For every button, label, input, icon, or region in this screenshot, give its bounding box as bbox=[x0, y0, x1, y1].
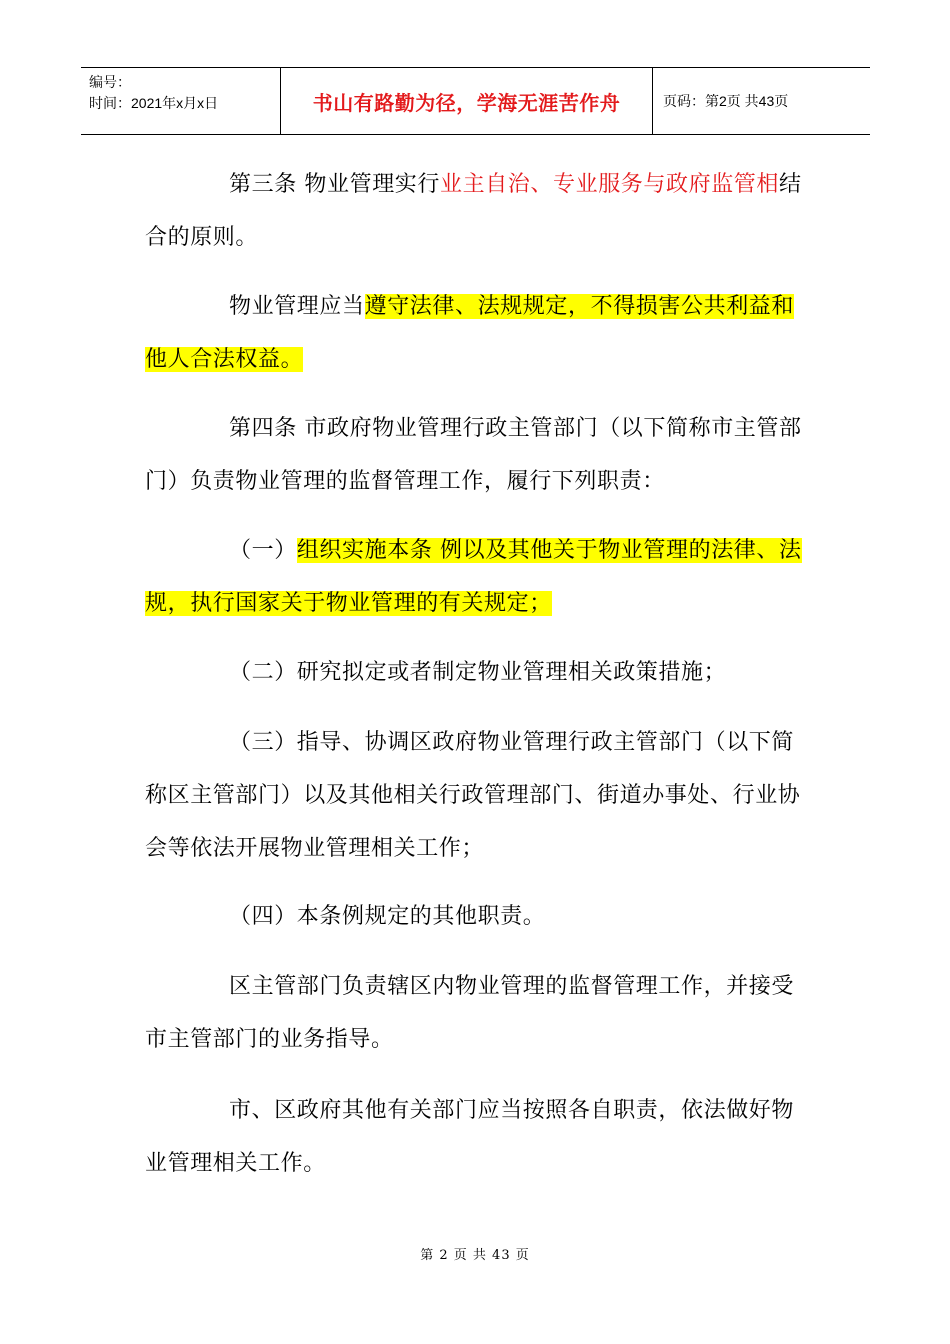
compliance-text-a: 物业管理应当 bbox=[229, 294, 365, 319]
header-motto: 书山有路勤为径，学海无涯苦作舟 bbox=[281, 68, 653, 134]
page-header bbox=[81, 67, 870, 135]
article-4-text: 第四条 市政府物业管理行政主管部门（以下简称市主管部门）负责物业管理的监督管理工作，履行下列职责： bbox=[145, 416, 802, 494]
article-3-red-text: 业主自治、专业服务与政府监管相 bbox=[440, 172, 780, 197]
document-time-label: 时间：2021年x月x日 bbox=[89, 95, 219, 111]
header-page-info: 页码：第2页 共43页 bbox=[663, 93, 789, 109]
other-departments-text: 市、区政府其他有关部门应当按照各自职责，依法做好物业管理相关工作。 bbox=[145, 1098, 795, 1176]
other-departments-paragraph bbox=[145, 1084, 813, 1190]
article-4-paragraph bbox=[145, 402, 813, 508]
article-3-text-a: 第三条 物业管理实行 bbox=[229, 172, 440, 197]
duty-1-paragraph bbox=[145, 524, 813, 630]
document-number-label: 编号： bbox=[89, 74, 131, 90]
duty-2-paragraph bbox=[145, 646, 813, 699]
compliance-paragraph bbox=[145, 280, 813, 386]
article-3-text-b: 结合的原则。 bbox=[145, 172, 802, 250]
header-meta-cell bbox=[81, 68, 281, 134]
duty-2-text: （二）研究拟定或者制定物业管理相关政策措施； bbox=[229, 660, 727, 685]
duty-4-text: （四）本条例规定的其他职责。 bbox=[229, 904, 546, 929]
district-text: 区主管部门负责辖区内物业管理的监督管理工作，并接受市主管部门的业务指导。 bbox=[145, 974, 795, 1052]
district-paragraph bbox=[145, 960, 813, 1066]
page-footer: 第 2 页 共 43 页 bbox=[420, 1248, 530, 1263]
duty-4-paragraph bbox=[145, 890, 813, 943]
duty-3-text: （三）指导、协调区政府物业管理行政主管部门（以下简称区主管部门）以及其他相关行政管理部门、街道办事处、行业协会等依法开展物业管理相关工作； bbox=[145, 730, 801, 861]
duty-1-highlighted-text: 组织实施本条 例以及其他关于物业管理的法律、法规，执行国家关于物业管理的有关规定； bbox=[145, 538, 802, 616]
duty-1-number: （一） bbox=[229, 538, 297, 563]
article-3-paragraph bbox=[145, 158, 813, 264]
compliance-highlighted-text: 遵守法律、法规规定，不得损害公共利益和他人合法权益。 bbox=[145, 294, 795, 372]
duty-3-paragraph bbox=[145, 716, 813, 875]
